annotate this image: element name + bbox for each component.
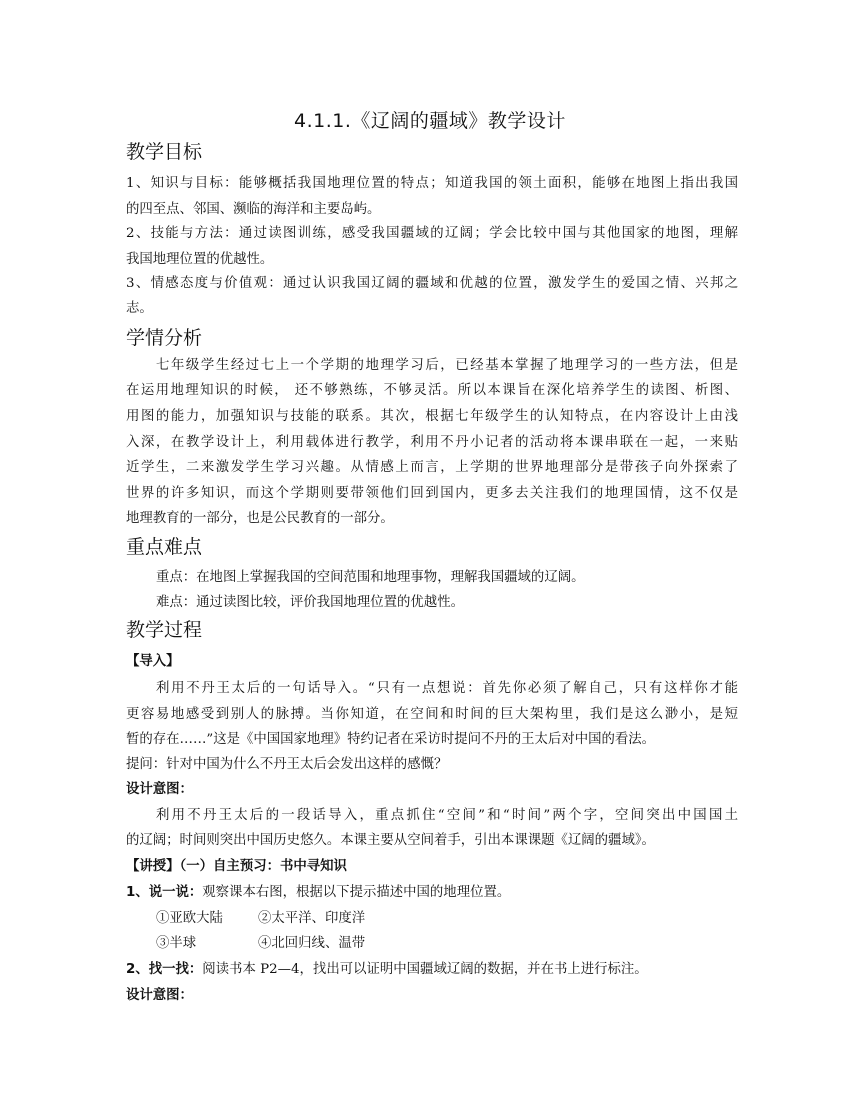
paragraph-line: 用图的能力，加强知识与技能的联系。其次，根据七年级学生的认知特点，在内容设计上由浅 [126, 409, 738, 424]
paragraph-line: 志。 [126, 301, 153, 316]
section-heading-objectives: 教学目标 [126, 141, 203, 163]
paragraph-line: 入深，在教学设计上，利用载体进行教学，利用不丹小记者的活动将本课串联在一起，一来贴 [126, 435, 738, 450]
item-find [126, 960, 738, 980]
paragraph-line: 我国地理位置的优越性。 [126, 252, 274, 267]
hint-item: ①亚欧大陆 [156, 911, 223, 926]
paragraph-line: 利用不丹王太后的一句话导入。“只有一点想说：首先你必须了解自己，只有这样你才能 [156, 681, 738, 696]
section-heading-process: 教学过程 [126, 619, 203, 641]
paragraph-line: 1、知识与目标：能够概括我国地理位置的特点；知道我国的领土面积，能够在地图上指出我国 [126, 176, 738, 191]
key-point-line: 重点：在地图上掌握我国的空间范围和地理事物，理解我国疆域的辽阔。 [156, 570, 585, 585]
paragraph-line: 更容易地感受到别人的脉搏。当你知道，在空间和时间的巨大架构里，我们是这么渺小，是短 [126, 707, 738, 722]
difficulty-line: 难点：通过读图比较，评价我国地理位置的优越性。 [156, 595, 464, 610]
hint-item: ②太平洋、印度洋 [258, 911, 366, 926]
paragraph-line: 3、情感态度与价值观：通过认识我国辽阔的疆域和优越的位置，激发学生的爱国之情、兴邦之 [126, 276, 738, 291]
item-say-label: 1、说一说： [126, 885, 203, 900]
question-line: 提问：针对中国为什么不丹王太后会发出这样的感慨？ [126, 757, 448, 772]
section-heading-keypoints: 重点难点 [126, 536, 203, 558]
paragraph-line: 的辽阔；时间则突出中国历史悠久。本课主要从空间着手，引出本课课题《辽阔的疆域》。 [126, 833, 655, 848]
hint-row [156, 934, 738, 954]
section-heading-analysis: 学情分析 [126, 327, 203, 349]
paragraph-line: 世界的许多知识，而这个学期则要带领他们回到国内，更多去关注我们的地理国情，这不仅是 [126, 486, 738, 501]
intro-label: 【导入】 [126, 654, 180, 669]
document-title: 4.1.1.《辽阔的疆域》教学设计 [294, 110, 566, 132]
design-intent-label: 设计意图： [126, 988, 193, 1003]
paragraph-line: 暂的存在……”这是《中国国家地理》特约记者在采访时提问不丹的王太后对中国的看法。 [126, 732, 656, 747]
paragraph-line: 在运用地理知识的时候， 还不够熟练，不够灵活。所以本课旨在深化培养学生的读图、析图、 [126, 383, 738, 398]
hint-item: ④北回归线、温带 [258, 936, 366, 951]
paragraph-line: 2、技能与方法：通过读图训练，感受我国疆域的辽阔；学会比较中国与其他国家的地图，理解 [126, 226, 738, 241]
item-find-label: 2、找一找： [126, 962, 203, 977]
paragraph-line: 七年级学生经过七上一个学期的地理学习后，已经基本掌握了地理学习的一些方法，但是 [156, 358, 738, 373]
paragraph-line: 利用不丹王太后的一段话导入，重点抓住“空间”和“时间”两个字，空间突出中国国土 [156, 808, 738, 823]
item-find-text: 阅读书本 P2—4，找出可以证明中国疆域辽阔的数据，并在书上进行标注。 [202, 962, 648, 977]
lecture-label: 【讲授】（一）自主预习：书中寻知识 [126, 859, 347, 874]
paragraph-line: 的四至点、邻国、濒临的海洋和主要岛屿。 [126, 202, 381, 217]
hint-item: ③半球 [156, 936, 197, 951]
paragraph-line: 近学生，二来激发学生学习兴趣。从情感上而言，上学期的世界地理部分是带孩子向外探索了 [126, 460, 738, 475]
design-intent-label: 设计意图： [126, 782, 193, 797]
item-say [126, 883, 738, 903]
hint-row [156, 909, 738, 929]
paragraph-line: 地理教育的一部分，也是公民教育的一部分。 [126, 511, 394, 526]
item-say-text: 观察课本右图，根据以下提示描述中国的地理位置。 [202, 885, 511, 900]
